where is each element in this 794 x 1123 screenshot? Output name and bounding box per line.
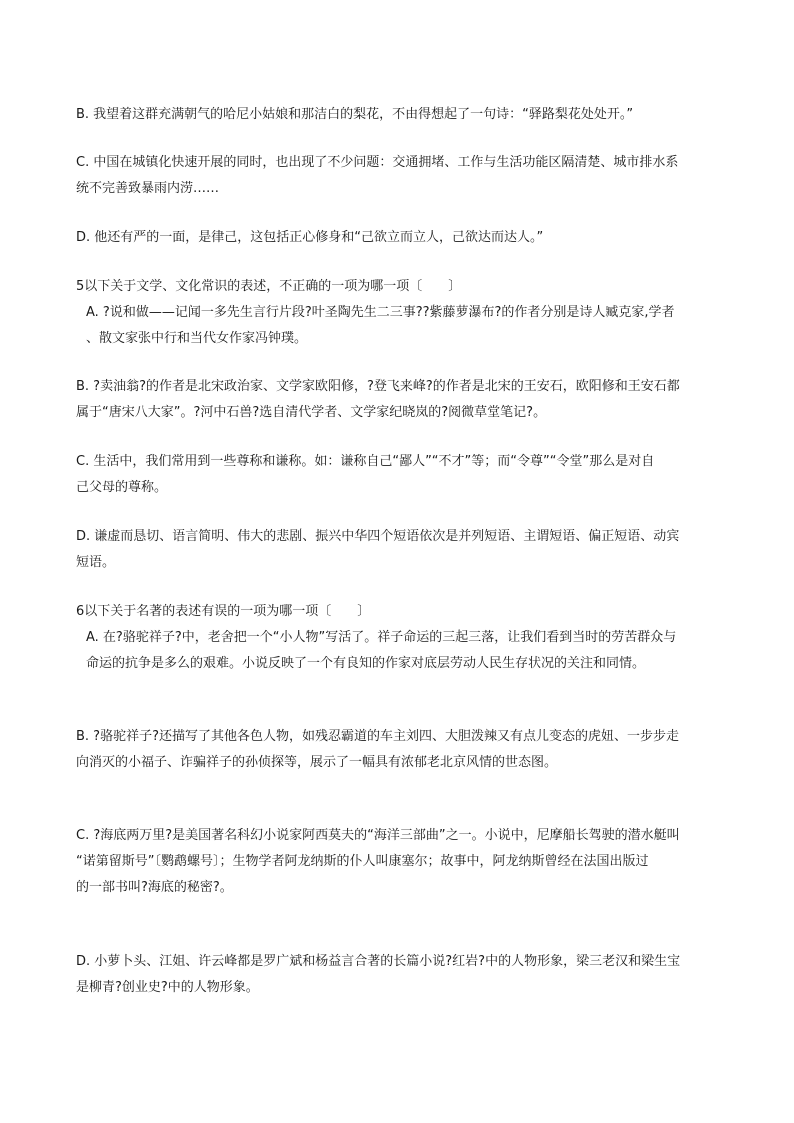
paragraph-q5-option-b	[76, 374, 726, 426]
text-line: 5以下关于文学、文化常识的表述，不正确的一项为哪一项〔 〕	[76, 279, 462, 294]
text-line: 向消灭的小福子、诈骗祥子的孙侦探等，展示了一幅具有浓郁老北京风情的世态图。	[76, 755, 558, 770]
paragraph-q4-option-b	[76, 102, 726, 128]
text-line: “诺第留斯号”〔鹦鹉螺号〕；生物学者阿龙纳斯的仆人叫康塞尔；故事中，阿龙纳斯曾经在法国出版过	[76, 854, 649, 869]
text-line: B. ?骆驼祥子?还描写了其他各色人物，如残忍霸道的车主刘四、大胆泼辣又有点儿变态的虎妞、一步步走	[76, 729, 679, 744]
text-line: 的一部书叫?海底的秘密?。	[76, 880, 233, 895]
paragraph-q6-option-d	[76, 949, 726, 1001]
text-line: C. ?海底两万里?是美国著名科幻小说家阿西莫夫的“海洋三部曲”之一。小说中，尼摩船长驾驶的潜水艇叫	[76, 828, 680, 843]
text-line: 6以下关于名著的表述有误的一项为哪一项〔 〕	[76, 604, 371, 619]
text-line: 短语。	[76, 555, 116, 570]
text-line: 命运的抗争是多么的艰难。小说反映了一个有良知的作家对底层劳动人民生存状况的关注和同情。	[86, 656, 646, 671]
text-line: C. 中国在城镇化快速开展的同时，也出现了不少问题：交通拥堵、工作与生活功能区隔清楚、城市排水系	[76, 155, 679, 170]
paragraph-q4-option-c	[76, 150, 726, 202]
paragraph-q6-option-a	[76, 625, 736, 677]
paragraph-q5-option-a	[76, 300, 736, 352]
text-line: C. 生活中，我们常用到一些尊称和谦称。如：谦称自己“鄙人”“不才”等；而“令尊”“令堂”那么是对自	[76, 454, 655, 469]
paragraph-q4-option-d	[76, 225, 726, 251]
question-5-stem	[76, 274, 726, 300]
text-line: D. 小萝卜头、江姐、许云峰都是罗广斌和杨益言合著的长篇小说?红岩?中的人物形象，梁三老汉和梁生宝	[76, 954, 681, 969]
paragraph-q5-option-c	[76, 449, 726, 501]
question-6-stem	[76, 599, 726, 625]
text-line: B. ?卖油翁?的作者是北宋政治家、文学家欧阳修，?登飞来峰?的作者是北宋的王安石，欧阳修和王安石都	[76, 379, 680, 394]
text-line: B. 我望着这群充满朝气的哈尼小姑娘和那洁白的梨花，不由得想起了一句诗：“驿路梨花处处开。”	[76, 107, 634, 122]
text-line: 、散文家张中行和当代女作家冯钟璞。	[86, 331, 308, 346]
text-line: 统不完善致暴雨内涝……	[76, 181, 220, 196]
paragraph-q6-option-b	[76, 724, 726, 776]
text-line: 己父母的尊称。	[76, 480, 168, 495]
text-line: A. 在?骆驼祥子?中，老舍把一个“小人物”写活了。祥子命运的三起三落，让我们看到当时的劳苦群众与	[86, 630, 677, 645]
paragraph-q5-option-d	[76, 524, 726, 576]
text-line: 是柳青?创业史?中的人物形象。	[76, 980, 259, 995]
text-line: 属于“唐宋八大家”。?河中石兽?选自清代学者、文学家纪晓岚的?阅微草堂笔记?。	[76, 405, 547, 420]
text-line: D. 他还有严的一面，是律己，这包括正心修身和“己欲立而立人，己欲达而达人。”	[76, 230, 544, 245]
text-line: A. ?说和做——记闻一多先生言行片段?叶圣陶先生二三事??紫藤萝瀑布?的作者分别是诗人臧克家,学者	[86, 305, 675, 320]
text-line: D. 谦虚而恳切、语言简明、伟大的悲剧、振兴中华四个短语依次是并列短语、主谓短语、偏正短语、动宾	[76, 529, 680, 544]
paragraph-q6-option-c	[76, 823, 726, 901]
